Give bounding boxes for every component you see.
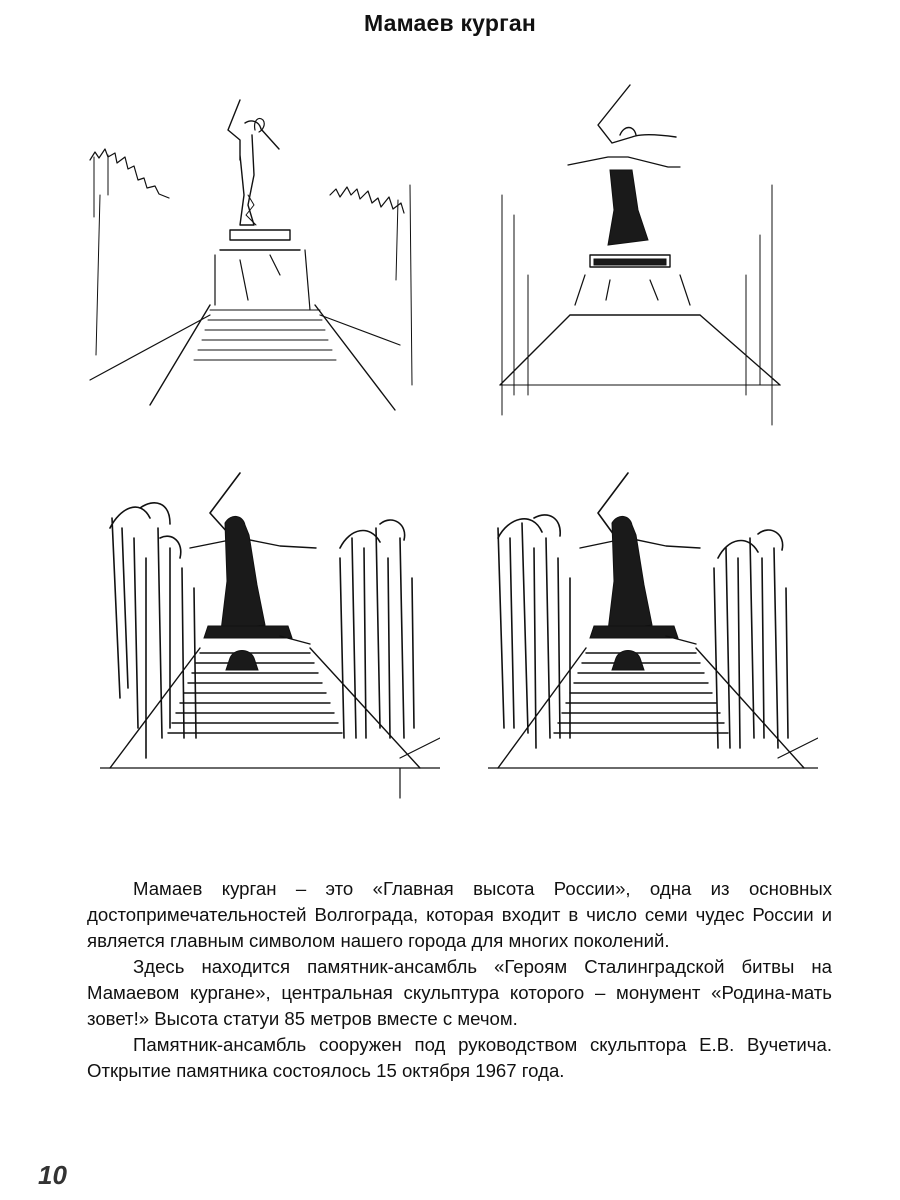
paragraph: Памятник-ансамбль сооружен под руководством скульптора Е.В. Вучетича. Открытие памятника состоялось 15 октября 1967 года.	[87, 1034, 832, 1081]
page-number: 10	[38, 1160, 67, 1190]
sketch-monument-shaded-1	[100, 468, 440, 813]
paragraph: Здесь находится памятник-ансамбль «Героям Сталинградской битвы на Мамаевом кургане», центральная скульптура которого – монумент «Родина-мать зовет!» Высота статуи 85 метров вместе с мечом.	[87, 956, 832, 1029]
body-text	[87, 876, 832, 1084]
sketch-monument-outline-1	[80, 75, 430, 415]
paragraph: Мамаев курган – это «Главная высота России», одна из основных достопримечательностей Волгограда, которая входит в число семи чудес России и является главным символом нашего города для многих поколений.	[87, 878, 832, 951]
page-title: Мамаев курган	[364, 10, 536, 36]
sketch-monument-shaded-2	[488, 468, 818, 813]
sketch-monument-outline-2	[490, 75, 790, 430]
